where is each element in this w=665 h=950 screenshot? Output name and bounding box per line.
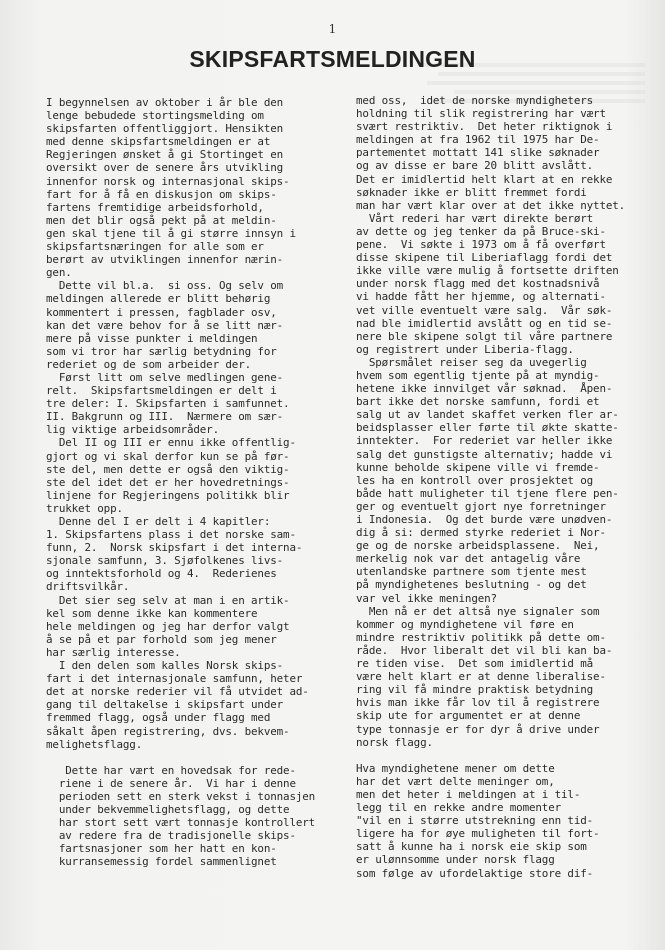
text-line: Vårt rederi har vært direkte berørt [356,211,594,225]
text-line: hvem som egentlig tjente på at myndig- [356,368,600,382]
text-line: II. Bakgrunn og III. Nærmere om sær- [46,410,284,424]
text-line: tre deler: I. Skipsfarten i samfunnet. [46,397,290,411]
text-line: vet ville eventuelt være salg. Vår søk- [356,303,613,317]
text-line: 1. Skipsfartens plass i det norske sam- [46,528,296,542]
text-line: svært restriktiv. Det heter riktignok i [356,120,613,134]
text-line: skipsfarten offentliggjort. Hensikten [46,122,284,136]
text-line: nere ble skipene solgt til våre partnere [356,329,613,343]
text-line: kurransemessig fordel sammenlignet [46,855,277,869]
text-line: merkelig nok var det antagelig våre [356,552,581,566]
text-line: kel som denne ikke kan kommentere [46,606,258,620]
text-line: driftsvilkår. [46,580,130,594]
text-line: perioden sett en sterk vekst i tonnasjen [46,789,316,803]
text-line: skipsfartsnæringen for alle som er [46,240,264,254]
text-line: som følge av ufordelaktige store dif- [356,866,594,880]
text-line: fartens fremtidige arbeidsforhold, [46,200,264,214]
text-line: å se på et par forhold som jeg mener [46,632,277,646]
text-line: være helt klart er at denne liberalise- [356,670,606,684]
text-line: gjort og vi skal derfor kun se på før- [46,449,290,463]
text-line: "vil en i større utstrekning enn tid- [356,814,594,828]
text-line: trukket opp. [46,501,123,515]
text-line: fremmed flagg, også under flagg med [46,711,271,725]
text-line: og av disse er bare 20 blitt avslått. [356,159,594,173]
text-line: meldingen at fra 1962 til 1975 har De- [356,133,600,147]
text-line: I den delen som kalles Norsk skips- [46,659,284,673]
text-line: ste del, men dette er også den viktig- [46,462,290,476]
text-line: kommentert i pressen, fagblader osv, [46,305,277,319]
text-line: har det vært delte meninger om, [356,774,555,788]
text-line: ligere ha for øye muligheten til fort- [356,827,600,841]
page-number: 1 [328,22,337,36]
text-line: type tonnasje er for dyr å drive under [356,722,600,736]
text-line: funn, 2. Norsk skipsfart i det interna- [46,541,303,555]
text-line: Spørsmålet reiser seg da uvegerlig [356,355,587,369]
text-line: skip ute for argumentet er at denne [356,709,581,723]
text-line: hele meldingen og jeg har derfor valgt [46,619,290,633]
text-line: legg til en rekke andre momenter [356,801,562,815]
text-line: er ulønnsomme under norsk flagg [356,853,555,867]
text-line: Men nå er det altså nye signaler som [356,604,600,618]
text-line: såkalt åpen registrering, dvs. bekvem- [46,724,290,738]
text-line: nad ble imidlertid avslått og en tid se- [356,316,613,330]
text-line: ring vil få mindre praktisk betydning [356,683,594,697]
text-line [356,749,642,762]
text-line: var vel ikke meningen? [356,591,497,605]
text-line: rienе i de senere år. Vi har i denne [46,776,296,790]
text-line: kan det være behov for å se litt nær- [46,318,284,332]
text-line: som vi tror har særlig betydning for [46,344,277,358]
text-line: re tiden vise. Det som imidlertid må [356,657,594,671]
text-line: man har vært klar over at det ikke nyttet. [356,198,626,212]
text-line: berørt av utviklingen innenfor nærin- [46,253,284,267]
text-line: av dette og jeg tenker da på Bruce-ski- [356,224,606,238]
text-line: hvis man ikke får lov til å registrere [356,696,600,710]
text-line: sjonale samfunn, 3. Sjøfolkenes livs- [46,554,284,568]
text-line: i Indonesia. Og det burde være unødven- [356,513,613,526]
text-line: ste del idet det er her hovedretnings- [46,475,290,489]
text-line: med oss, idet de norske myndigheters [356,94,594,107]
text-line: har særlig interesse. [46,645,181,659]
text-line: salg det gunstigste alternativ; hadde vi [356,447,613,461]
text-line: lenge bebudede stortingsmelding om [46,109,264,123]
left-column [46,96,338,869]
text-line: Dette har vært en hovedsak for rede- [46,763,296,777]
text-line: mindre restriktiv politikk på dette om- [356,630,606,644]
text-line: vi hadde fått her hjemme, og alternati- [356,290,606,304]
text-line: av redere fra de tradisjonelle skips- [46,829,296,843]
text-line: salg ut av landet skaffet verken fler ar- [356,408,619,422]
text-line: relt. Skipsfartsmeldingen er delt i [46,384,277,398]
text-line: Dette vil bl.a. si oss. Og selv om [46,279,284,293]
text-line: beidsplasser eller førte til økte skatte- [356,421,619,435]
text-line: inntekter. For rederiet var heller ikke [356,434,613,448]
text-line: Først litt om selve medlingen gene- [46,370,284,384]
text-line: bart ikke det norske samfunn, fordi et [356,395,600,409]
text-line: dig å si: dermed styrke rederiet i Nor- [356,526,606,540]
right-column [356,94,642,880]
text-line: gen. [46,266,72,280]
text-line: disse skipene til Liberiaflagg fordi det [356,251,613,265]
text-line: kommer og myndighetene vil føre en [356,617,574,631]
page-title: SKIPSFARTSMELDINGEN [189,46,476,72]
text-line: fartsnasjoner som her hatt en kon- [46,842,277,856]
text-line: utenlandske partnere som tjente mest [356,565,587,579]
text-line: Regjeringen ønsket å gi Stortinget en [46,148,284,162]
text-line: meldingen allerede er blitt behørig [46,292,271,306]
text-line: I begynnelsen av oktober i år ble den [46,96,284,109]
text-line: norsk flagg. [356,735,433,749]
text-line: les ha en kontroll over prosjektet og [356,473,594,487]
text-line: kunne beholde skipene ville vi fremde- [356,460,600,474]
text-line: mere på visse punkter i meldingen [46,331,258,345]
text-line: råde. Hvor liberalt det vil bli kan ba- [356,643,613,657]
text-line: oversikt over de senere års utvikling [46,161,284,175]
text-line: men det blir også pekt på at meldin- [46,213,277,227]
text-line: pene. Vi søkte i 1973 om å få overført [356,238,606,252]
text-line: ikke ville være mulig å fortsette driften [356,264,619,278]
text-line: rederiet og de som arbeider der. [46,357,252,371]
text-line: fart i det internasjonale samfunn, heter [46,672,303,686]
text-line: ge og de norske arbeidsplassene. Nei, [356,539,600,553]
text-line: gang til deltakelse i skipsfart under [46,698,284,712]
text-line: med denne skipsfartsmeldingen er at [46,135,271,149]
text-line: melighetsflagg. [46,737,143,751]
text-line: søknader ikke er blitt fremmet fordi [356,185,587,199]
text-line: partementet mottatt 141 slike søknader [356,146,600,160]
text-line: Del II og III er ennu ikke offentlig- [46,436,296,450]
text-line: gen skal tjene til å gi større innsyn i [46,226,296,240]
text-line: under bekvemmelighetsflagg, og dette [46,803,290,817]
text-line: hetene ikke innvilget vår søknad. Åpen- [356,382,613,396]
text-line: holdning til slik registrering har vært [356,107,606,121]
text-line: satt å kunne ha i norsk eie skip som [356,840,587,854]
text-line: ger og eventuelt gjort nye forretninger [356,499,606,513]
text-line: under norsk flagg med det kostnadsnivå [356,277,600,291]
text-line: Hva myndighetene mener om dette [356,761,555,775]
text-line: innenfor norsk og internasjonal skips- [46,174,290,188]
text-line: det at norske rederier vil få utvidet ad- [46,685,309,699]
text-line: på myndighetenes beslutning - og det [356,578,587,592]
text-line: linjene for Regjeringens politikk blir [46,488,290,502]
text-line: Denne del I er delt i 4 kapitler: [46,515,271,528]
text-line: både hatt muligheter til tjene flere pen- [356,486,619,500]
text-line: og registrert under Liberia-flagg. [356,342,574,356]
text-line: og inntektsforhold og 4. Rederienes [46,567,277,581]
text-line: fart for å få en diskusjon om skips- [46,187,277,201]
text-line: Det sier seg selv at man i en artik- [46,593,290,607]
text-line: lig viktige arbeidsområder. [46,423,219,437]
text-line [46,751,338,764]
text-line: Det er imidlertid helt klart at en rekke [356,172,613,186]
text-line: har stort sett vært tonnasje kontrollert [46,816,316,830]
text-line: men det heter i meldingen at i til- [356,787,581,801]
